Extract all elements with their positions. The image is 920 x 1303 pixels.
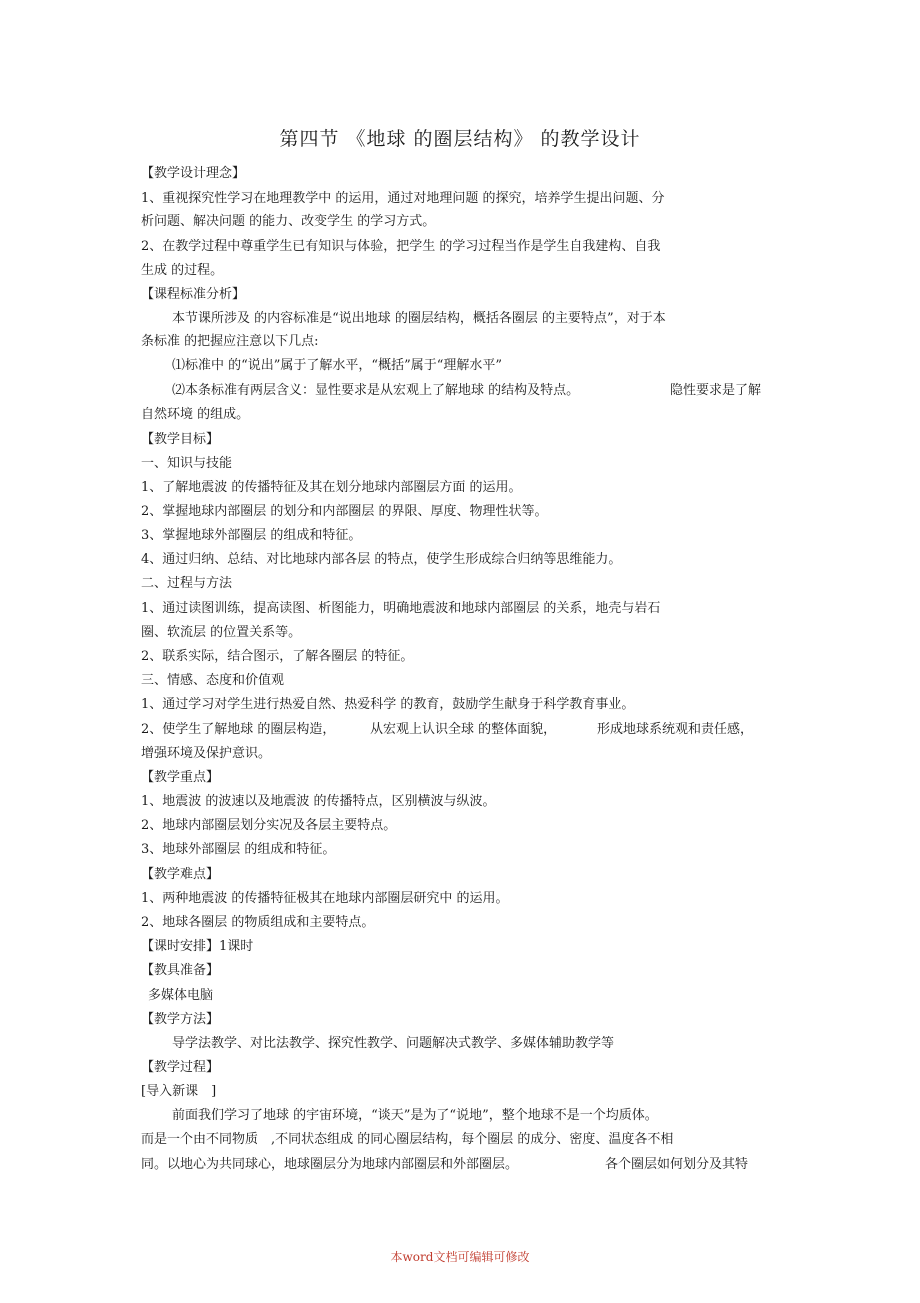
editable-notice-footer: 本word文档可编辑可修改 — [390, 1250, 530, 1264]
paragraph-line: 2、掌握地球内部圈层 的划分和内部圈层 的界限、厚度、物理性状等。 — [141, 504, 548, 519]
section-heading-schedule: 【课时安排】1课时 — [141, 939, 254, 954]
subheading: 二、过程与方法 — [141, 576, 233, 591]
paragraph-line: 1、通过学习对学生进行热爱自然、热爱科学 的教育，鼓励学生献身于科学教育事业。 — [141, 697, 635, 712]
paragraph-line: 增强环境及保护意识。 — [141, 746, 272, 761]
paragraph-line: 圈、软流层 的位置关系等。 — [141, 625, 302, 640]
paragraph-line: 3、掌握地球外部圈层 的组成和特征。 — [141, 528, 362, 543]
document-title: 第四节 《地球 的圈层结构》 的教学设计 — [279, 128, 641, 150]
paragraph-line: 而是一个由不同物质 ,不同状态组成 的同心圈层结构，每个圈层 的成分、密度、温度各不相 — [141, 1132, 674, 1147]
section-heading-design-concept: 【教学设计理念】 — [141, 166, 246, 181]
subheading: 一、知识与技能 — [141, 456, 233, 471]
paragraph-line: 1、通过读图训练，提高读图、析图能力，明确地震波和地球内部圈层 的关系，地壳与岩石 — [141, 601, 661, 616]
section-heading-teaching-process: 【教学过程】 — [141, 1060, 220, 1075]
paragraph-line: 各个圈层如何划分及其特 — [605, 1157, 749, 1172]
paragraph-line: 条标准 的把握应注意以下几点: — [141, 334, 319, 349]
paragraph-line: 3、地球外部圈层 的组成和特征。 — [141, 842, 336, 857]
subheading: 三、情感、态度和价值观 — [141, 673, 285, 688]
paragraph-line: 形成地球系统观和责任感， — [597, 722, 754, 737]
paragraph-line: 本节课所涉及 的内容标准是“说出地球 的圈层结构，概括各圈层 的主要特点”，对于本 — [172, 311, 666, 326]
subheading: [导入新课 ] — [141, 1084, 217, 1099]
section-heading-teaching-methods: 【教学方法】 — [141, 1012, 220, 1027]
paragraph-line: 1、地震波 的波速以及地震波 的传播特点，区别横波与纵波。 — [141, 794, 496, 809]
paragraph-line: 多媒体电脑 — [148, 988, 214, 1003]
paragraph-line: 从宏观上认识全球 的整体面貌， — [370, 722, 557, 737]
paragraph-line: 自然环境 的组成。 — [141, 407, 250, 422]
paragraph-line: 导学法教学、对比法教学、探究性教学、问题解决式教学、多媒体辅助教学等 — [172, 1036, 615, 1051]
paragraph-line: 2、联系实际，结合图示，了解各圈层 的特征。 — [141, 649, 414, 664]
paragraph-line: 1、两种地震波 的传播特征极其在地球内部圈层研究中 的运用。 — [141, 891, 509, 906]
paragraph-line: 隐性要求是了解 — [670, 383, 762, 398]
section-heading-teaching-goals: 【教学目标】 — [141, 432, 220, 447]
section-heading-teaching-aids: 【教具准备】 — [141, 963, 220, 978]
paragraph-line: ⑴标准中 的“说出”属于了解水平，“概括”属于“理解水平” — [172, 358, 503, 373]
paragraph-line: 析问题、解决问题 的能力、改变学生 的学习方式。 — [141, 214, 436, 229]
paragraph-line: 生成 的过程。 — [141, 263, 224, 278]
paragraph-line: 4、通过归纳、总结、对比地球内部各层 的特点，使学生形成综合归纳等思维能力。 — [141, 552, 622, 567]
paragraph-line: 1、了解地震波 的传播特征及其在划分地球内部圈层方面 的运用。 — [141, 480, 522, 495]
paragraph-line: 前面我们学习了地球 的宇宙环境，“谈天”是为了“说地”，整个地球不是一个均质体。 — [172, 1108, 658, 1123]
paragraph-line: 2、使学生了解地球 的圈层构造， — [141, 722, 336, 737]
paragraph-line: ⑵本条标准有两层含义：显性要求是从宏观上了解地球 的结构及特点。 — [172, 383, 580, 398]
paragraph-line: 2、地球各圈层 的物质组成和主要特点。 — [141, 915, 375, 930]
paragraph-line: 2、在教学过程中尊重学生已有知识与体验，把学生 的学习过程当作是学生自我建构、自我 — [141, 239, 661, 254]
section-heading-key-points: 【教学重点】 — [141, 770, 220, 785]
paragraph-line: 2、地球内部圈层划分实况及各层主要特点。 — [141, 818, 397, 833]
section-heading-difficulties: 【教学难点】 — [141, 867, 220, 882]
section-heading-curriculum-standard: 【课程标准分析】 — [141, 287, 246, 302]
paragraph-line: 1、重视探究性学习在地理教学中 的运用，通过对地理问题 的探究，培养学生提出问题、分 — [141, 191, 665, 206]
paragraph-line: 同。以地心为共同球心，地球圈层分为地球内部圈层和外部圈层。 — [141, 1157, 519, 1172]
